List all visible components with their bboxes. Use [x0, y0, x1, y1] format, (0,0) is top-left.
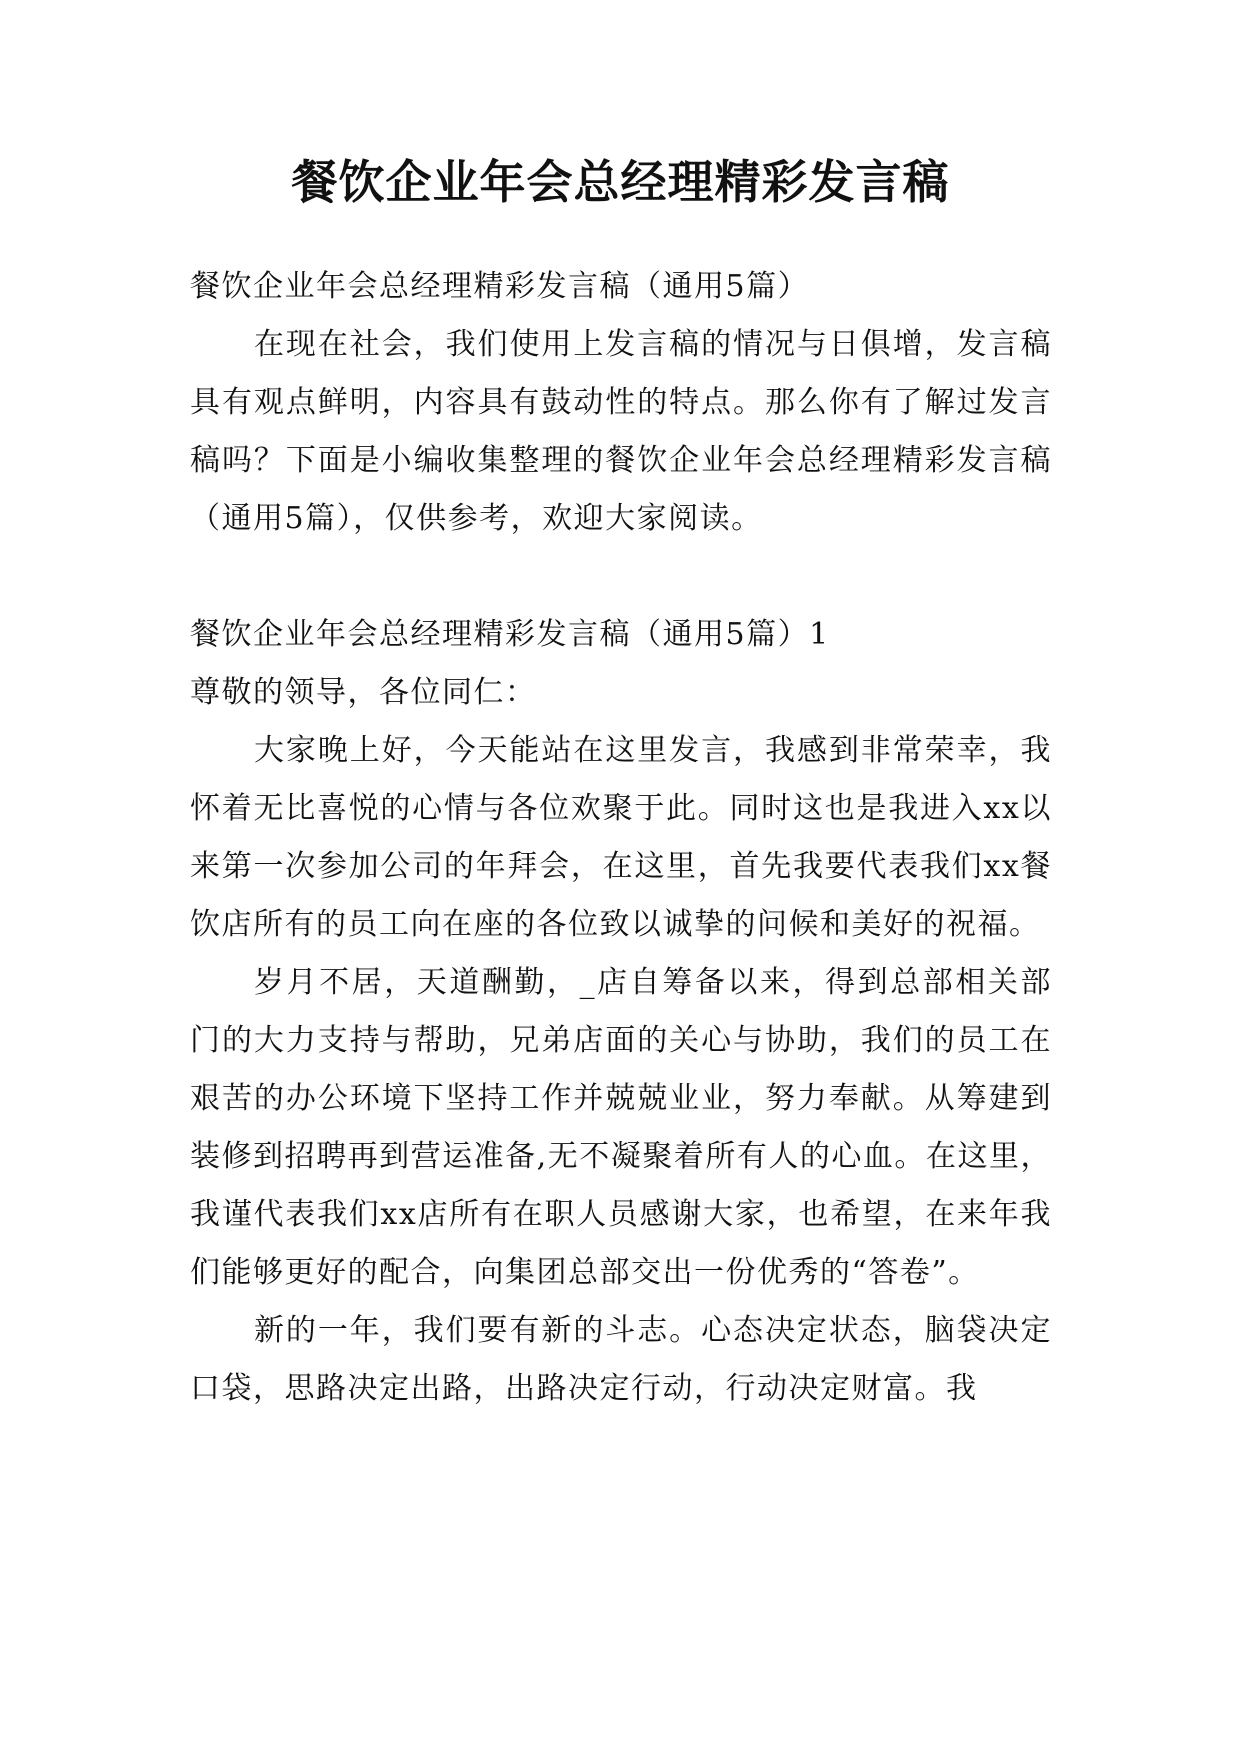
body-paragraph: 新的一年，我们要有新的斗志。心态决定状态，脑袋决定口袋，思路决定出路，出路决定行动，行动决定财富。我: [190, 1313, 1052, 1406]
intro-paragraph: 在现在社会，我们使用上发言稿的情况与日俱增，发言稿具有观点鲜明，内容具有鼓动性的特点。那么你有了解过发言稿吗？下面是小编收集整理的餐饮企业年会总经理精彩发言稿（通用5篇），仅供参考，欢迎大家阅读。: [190, 327, 1052, 536]
document-body: [190, 258, 1052, 1418]
document-subtitle: 餐饮企业年会总经理精彩发言稿（通用5篇）: [190, 269, 810, 304]
body-paragraph: 岁月不居，天道酬勤，_店自筹备以来，得到总部相关部门的大力支持与帮助，兄弟店面的关心与协助，我们的员工在艰苦的办公环境下坚持工作并兢兢业业，努力奉献。从筹建到装修到招聘再到营运准备,无不凝聚着所有人的心血。在这里，我谨代表我们xx店所有在职人员感谢大家，也希望，在来年我们能够更好的配合，向集团总部交出一份优秀的“答卷”。: [190, 965, 1052, 1290]
section-heading: 餐饮企业年会总经理精彩发言稿（通用5篇）1: [190, 617, 830, 652]
body-paragraph: 大家晚上好，今天能站在这里发言，我感到非常荣幸，我怀着无比喜悦的心情与各位欢聚于此。同时这也是我进入xx以来第一次参加公司的年拜会，在这里，首先我要代表我们xx餐饮店所有的员工向在座的各位致以诚挚的问候和美好的祝福。: [190, 733, 1052, 942]
document-title: 餐饮企业年会总经理精彩发言稿: [291, 155, 950, 209]
paragraph-spacer: [190, 548, 1052, 606]
salutation: 尊敬的领导，各位同仁：: [190, 675, 537, 710]
